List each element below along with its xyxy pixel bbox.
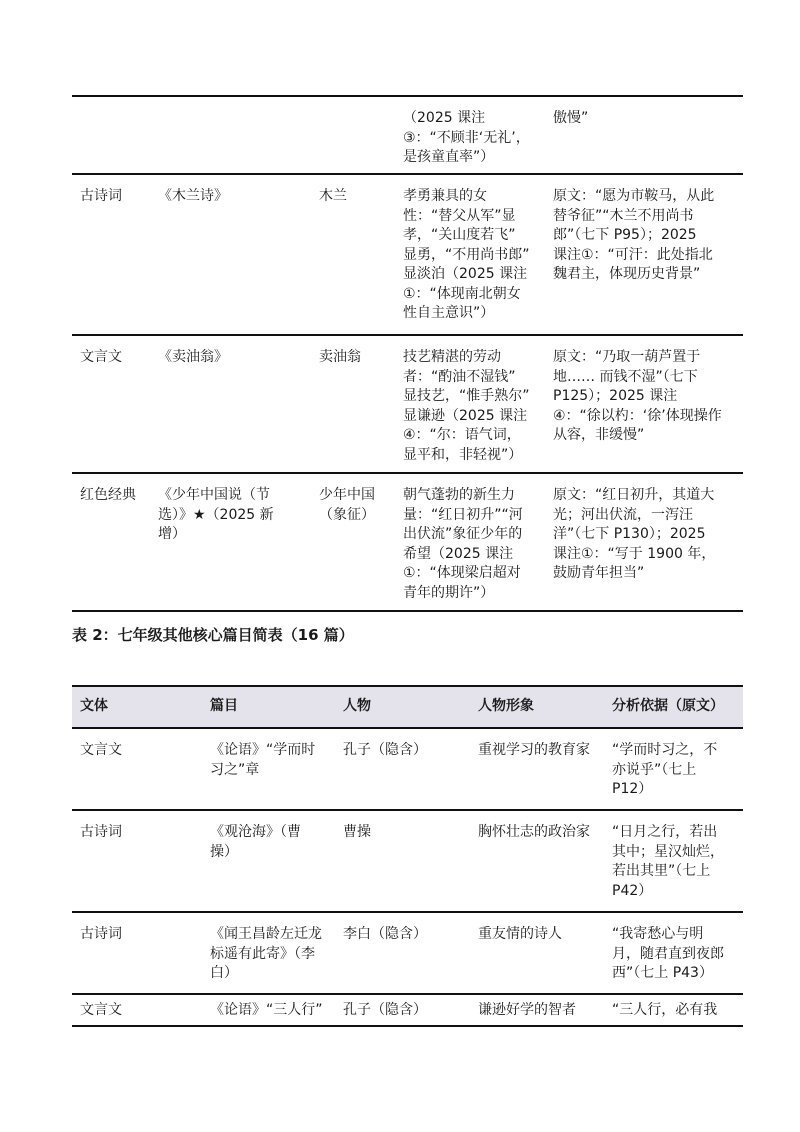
table-row xyxy=(72,334,743,472)
basis-cell: “我寄愁心与明 月，随君直到夜郎 西”（七上 P43） xyxy=(612,926,724,981)
basis-cell: 原文：“红日初升，其道大 光；河出伏流，一泻汪 洋”（七下 P130）；2025 课注①：“写于 1900 年， 鼓励青年担当” xyxy=(553,487,716,581)
basis-cell: “学而时习之，不 亦说乎”（七上 P12） xyxy=(612,742,718,797)
character-cell: 李白（隐含） xyxy=(343,926,427,942)
basis-cell: 原文：“愿为市鞍马，从此 替爷征”“木兰不用尚书 郎”（七下 P95）；2025 课注①：“可汗：此处指北 魏君主，体现历史背景” xyxy=(553,188,715,282)
basis-cell: 原文：“乃取一葫芦置于 地…… 而钱不湿”（七下 P125）；2025 课注 ④：“徐以杓：‘徐’体现操作 从容，非缓慢” xyxy=(553,349,722,443)
table-row xyxy=(72,811,743,913)
genre-cell: 文言文 xyxy=(80,742,122,758)
character-cell: 少年中国 （象征） xyxy=(319,487,375,523)
table-header xyxy=(72,685,743,729)
table-2 xyxy=(72,685,743,1027)
title-cell: 《观沧海》（曹 操） xyxy=(210,824,301,860)
image-cell: 孝勇兼具的女 性：“替父从军”显 孝，“关山度若飞” 显勇，“不用尚书郎” 显淡泊（2025 课注 ①：“体现南北朝女 性自主意识”） xyxy=(403,188,530,321)
title-cell: 《论语》“三人行” xyxy=(210,1002,323,1018)
header-basis: 分析依据（原文） xyxy=(612,698,724,714)
character-cell: 孔子（隐含） xyxy=(343,742,427,758)
genre-cell: 文言文 xyxy=(80,1002,122,1018)
character-cell: 木兰 xyxy=(319,188,347,204)
image-cell: 重友情的诗人 xyxy=(478,926,562,942)
genre-cell: 古诗词 xyxy=(80,188,122,204)
image-cell: 重视学习的教育家 xyxy=(478,742,590,758)
image-cell: 朝气蓬勃的新生力 量：“红日初升”“河 出伏流”象征少年的 希望（2025 课注 ①：“体现梁启超对 青年的期许”） xyxy=(403,487,523,601)
table-1 xyxy=(72,95,743,612)
table-row xyxy=(72,173,743,334)
title-cell: 《少年中国说（节 选）》★（2025 新 增） xyxy=(158,487,274,542)
genre-cell: 古诗词 xyxy=(80,824,122,840)
character-cell: 卖油翁 xyxy=(319,349,361,365)
table-caption: 表 2：七年级其他核心篇目简表（16 篇） xyxy=(72,626,354,644)
basis-cell: 傲慢” xyxy=(553,110,589,126)
table-row xyxy=(72,995,743,1027)
title-cell: 《木兰诗》 xyxy=(158,188,228,204)
table-row xyxy=(72,472,743,612)
title-cell: 《闻王昌龄左迁龙 标遥有此寄》（李 白） xyxy=(210,926,322,981)
genre-cell: 古诗词 xyxy=(80,926,122,942)
image-cell: 谦逊好学的智者 xyxy=(478,1002,576,1018)
genre-cell: 红色经典 xyxy=(80,487,136,503)
basis-cell: “三人行，必有我 xyxy=(612,1002,718,1018)
character-cell: 曹操 xyxy=(343,824,371,840)
genre-cell: 文言文 xyxy=(80,349,122,365)
basis-cell: “日月之行，若出 其中；星汉灿烂， 若出其里”（七上 P42） xyxy=(612,824,724,899)
image-cell: 胸怀壮志的政治家 xyxy=(478,824,590,840)
table-row xyxy=(72,95,743,173)
character-cell: 孔子（隐含） xyxy=(343,1002,427,1018)
image-cell: （2025 课注 ③：“不顾非‘无礼’， 是孩童直率”） xyxy=(403,110,530,165)
table-row xyxy=(72,913,743,995)
header-genre: 文体 xyxy=(80,698,108,714)
title-cell: 《卖油翁》 xyxy=(158,349,228,365)
header-character: 人物 xyxy=(343,698,371,714)
table-row xyxy=(72,729,743,811)
header-title: 篇目 xyxy=(210,698,238,714)
title-cell: 《论语》“学而时 习之”章 xyxy=(210,742,316,778)
header-image: 人物形象 xyxy=(478,698,534,714)
image-cell: 技艺精湛的劳动 者：“酌油不湿钱” 显技艺，“惟手熟尔” 显谦逊（2025 课注 ④：“尔：语气词， 显平和，非轻视”） xyxy=(403,349,530,463)
